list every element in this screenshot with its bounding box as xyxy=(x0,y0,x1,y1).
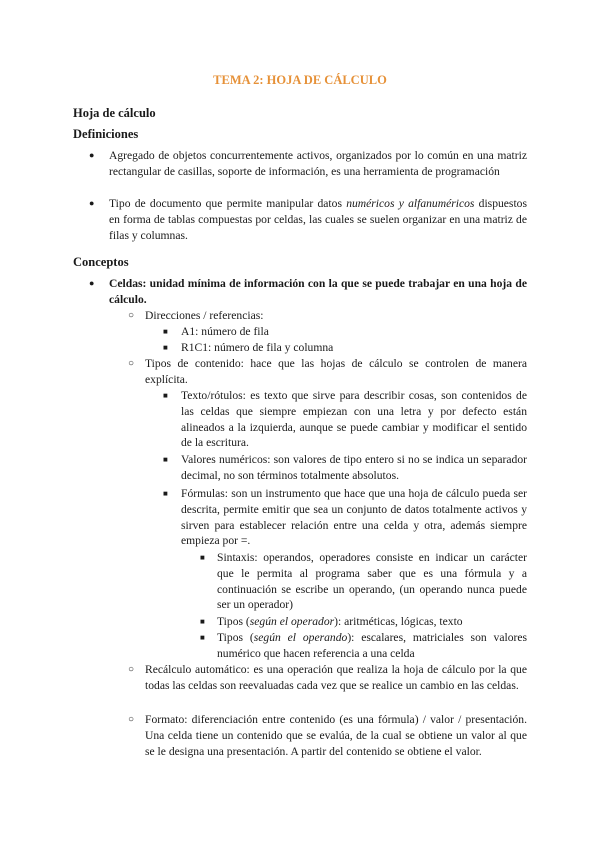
definition-1: Agregado de objetos concurrentemente activos, organizados por lo común en una matriz rectangular de casillas, soporte de información, es una herramienta de programación xyxy=(109,149,527,178)
tipos-operador-text-end: ): aritméticas, lógicas, texto xyxy=(334,615,463,628)
document-title: TEMA 2: HOJA DE CÁLCULO xyxy=(213,73,387,87)
bullet-square: ■ xyxy=(200,633,205,642)
tipos-operando-text: Tipos ( xyxy=(217,631,254,644)
bullet-square: ■ xyxy=(200,617,205,626)
heading-hoja-de-calculo: Hoja de cálculo xyxy=(73,106,156,120)
definition-2-text-end: dispuestos en forma de tablas compuestas por celdas, las cuales se suelen organizar en una matriz de filas y columnas. xyxy=(109,197,527,242)
texto-rotulos: Texto/rótulos: es texto que sirve para describir cosas, son contenidos de las celdas que siempre empiezan con una letra y por defecto están alineados a la izquierda, aunque se puede cambiar y modificar el sentido de la escritura. xyxy=(181,389,527,450)
bullet-disc: ● xyxy=(89,150,95,160)
recalculo-automatico: Recálculo automático: es una operación que realiza la hoja de cálculo por la que todas las celdas son reevaluadas cada vez que se realice un cambio en las celdas. xyxy=(145,663,527,692)
tipos-operando-emphasis: según el operando xyxy=(253,631,348,644)
bullet-circle: ○ xyxy=(128,714,135,725)
bullet-circle: ○ xyxy=(128,358,135,369)
definition-2-emphasis: numéricos y alfanuméricos xyxy=(346,197,475,210)
definition-2-text: Tipo de documento que permite manipular datos xyxy=(109,197,347,210)
referencia-a1: A1: número de fila xyxy=(181,325,269,338)
valores-numericos: Valores numéricos: son valores de tipo entero si no se indica un separador decimal, no son términos totalmente absolutos. xyxy=(181,453,527,482)
bullet-square: ■ xyxy=(163,489,168,498)
tipos-segun-operador xyxy=(217,614,527,630)
formulas: Fórmulas: son un instrumento que hace que una hoja de cálculo pueda ser descrita, permite emitir que sea un conjunto de datos totalmente activos y sirven para establecer relación entre una celda y otra, además siempre empieza por =. xyxy=(181,487,527,548)
definition-2 xyxy=(109,196,527,243)
tipos-de-contenido: Tipos de contenido: hace que las hojas de cálculo se controlen de manera explícita. xyxy=(145,357,527,386)
sintaxis: Sintaxis: operandos, operadores consiste en indicar un carácter que le permita al programa saber que es una fórmula y a continuación se escribe un operando, (un operando nunca puede ser un operador) xyxy=(217,551,527,612)
heading-conceptos: Conceptos xyxy=(73,255,129,269)
tipos-segun-operando xyxy=(217,630,527,662)
bullet-disc: ● xyxy=(89,278,95,288)
bullet-disc: ● xyxy=(89,198,95,208)
bullet-square: ■ xyxy=(163,455,168,464)
tipos-operador-emphasis: según el operador xyxy=(249,615,335,628)
bullet-square: ■ xyxy=(200,553,205,562)
formato: Formato: diferenciación entre contenido (es una fórmula) / valor / presentación. Una celda tiene un contenido que se evalúa, de la cual se obtiene un valor al que se le designa una presentación. A partir del contenido se obtiene el valor. xyxy=(145,713,527,758)
bullet-square: ■ xyxy=(163,343,168,352)
tipos-operador-text: Tipos ( xyxy=(217,615,250,628)
heading-definiciones: Definiciones xyxy=(73,127,139,141)
referencia-r1c1: R1C1: número de fila y columna xyxy=(181,341,334,354)
bullet-circle: ○ xyxy=(128,664,135,675)
bullet-square: ■ xyxy=(163,391,168,400)
direcciones-referencias: Direcciones / referencias: xyxy=(145,309,264,322)
bullet-square: ■ xyxy=(163,327,168,336)
tipos-operando-text-end: ): escalares, matriciales son valores numérico que hacen referencia a una celda xyxy=(217,631,528,660)
concept-celdas: Celdas: unidad mínima de información con la que se puede trabajar en una hoja de cálculo. xyxy=(109,277,527,306)
bullet-circle: ○ xyxy=(128,310,135,321)
